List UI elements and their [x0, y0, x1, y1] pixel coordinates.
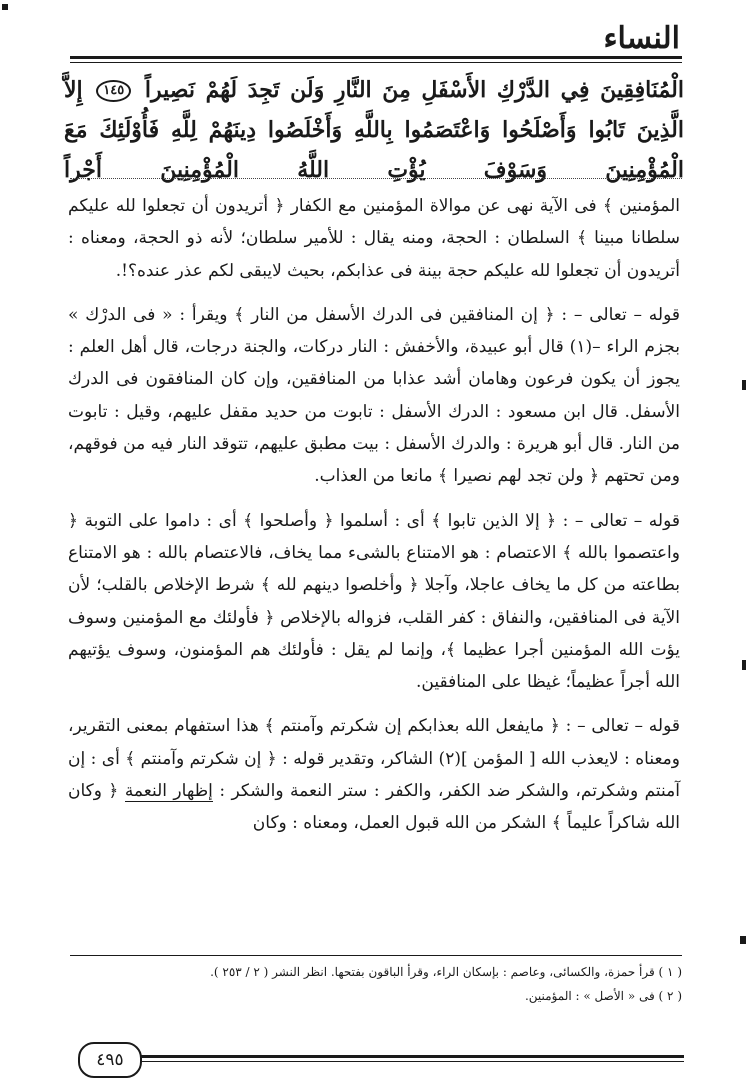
- verse-text-end: إِلاَّ الَّذِينَ تَابُوا وَأَصْلَحُوا وَاعْتَصَمُوا بِاللَّهِ وَأَخْلَصُوا دِينَهُمْ لِلَّهِ فَأُوْلَئِكَ مَعَ الْمُؤْمِنِينَ وَسَوْفَ يُؤْتِ اللَّهُ الْمُؤْمِنِينَ أَجْراً: [64, 77, 684, 183]
- commentary-paragraph-2: قوله – تعالى – : ﴿ إن المنافقين فى الدرك الأسفل من النار ﴾ ويقرأ : « فى الدرْك » بجزم الراء –(١) قال أبو عبيدة، والأخفش : النار دركات، والجنة درجات، قال أهل العلم : يجوز أن يكون فرعون وهامان أشد عذابا من المنافقين، وإن كان المنافقون فى الدرك الأسفل. قال ابن مسعود : الدرك الأسفل : تابوت من حديد مقفل عليهم، وقيل : تابوت من النار. قال أبو هريرة : والدرك الأسفل : بيت مطبق عليهم، تتوقد النار فيه من فوقهم، ومن تحتهم ﴿ ولن تجد لهم نصيرا ﴾ مانعا من العذاب.: [68, 304, 680, 487]
- ayah-number-mark: ١٤٥: [96, 80, 131, 102]
- underlined-phrase: إظهار النعمة: [124, 781, 213, 802]
- footnote-rule: [70, 955, 682, 956]
- commentary-paragraph-3: قوله – تعالى – : ﴿ إلا الذين تابوا ﴾ أى : أسلموا ﴿ وأصلحوا ﴾ أى : داموا على التوبة ﴿ واعتصموا بالله ﴾ الاعتصام : هو الامتناع بالشىء مما يخاف، فالاعتصام بالله : هو الامتناع بطاعته من كل ما يخاف عاجلا، وآجلا ﴿ وأخلصوا دينهم لله ﴾ شرط الإخلاص بالقلب؛ لأن الآية فى المنافقين، والنفاق : كفر القلب، فزواله بالإخلاص ﴿ فأولئك مع المؤمنين وسوف يؤت الله المؤمنين أجرا عظيما ﴾، وإنما لم يقل : فأولئك هم المؤمنون، وسوف يؤتيهم الله أجراً عظيماً؛ غيظا على المنافقين.: [68, 510, 680, 693]
- verse-text-start: الْمُنَافِقِينَ فِي الدَّرْكِ الأَسْفَلِ مِنَ النَّارِ وَلَن تَجِدَ لَهُمْ نَصِيراً: [144, 77, 684, 103]
- footnotes: [70, 960, 682, 1008]
- commentary-paragraph-4-main: قوله – تعالى – : ﴿ مايفعل الله بعذابكم إن شكرتم وآمنتم ﴾ هذا استفهام بمعنى التقرير، ومعناه : لايعذب الله [ المؤمن ](٢) الشاكر، وتقدير قوله : ﴿ إن شكرتم وآمنتم ﴾ أى : إن آمنتم وشكرتم، والشكر ضد الكفر، والكفر : ستر النعمة والشكر :: [68, 716, 680, 802]
- header-rule: [70, 56, 682, 59]
- footer-rule: [138, 1055, 684, 1058]
- commentary-paragraph-1: المؤمنين ﴾ فى الآية نهى عن موالاة المؤمنين مع الكفار ﴿ أتريدون أن تجعلوا لله عليكم سلطانا مبينا ﴾ السلطان : الحجة، ومنه يقال : للأمير سلطان؛ لأنه ذو الحجة، ومعناه : أتريدون أن تجعلوا لله عليكم حجة بينة فى عذابكم، بحيث لايبقى لكم عذر عنده؟!.: [68, 196, 680, 281]
- margin-mark: [742, 660, 746, 670]
- footnote-2: ( ٢ ) فى « الأصل » : المؤمنين.: [524, 989, 682, 1003]
- crop-mark: [2, 4, 8, 10]
- page-number: ٤٩٥: [78, 1042, 142, 1078]
- commentary-paragraph-4-end: ﴿ وكان الله شاكراً عليماً ﴾ الشكر من الله قبول العمل، ومعناه : وكان: [68, 781, 680, 834]
- commentary-paragraph-4: [68, 710, 680, 839]
- quran-verse-block: [64, 70, 684, 190]
- margin-mark: [740, 936, 746, 944]
- tafsir-commentary: [68, 190, 680, 840]
- surah-title: النساء: [603, 21, 680, 56]
- footnote-1: ( ١ ) قرأ حمزة، والكسائى، وعاصم : بإسكان الراء، وقرأ الباقون بفتحها. انظر النشر ( ٢ / ٢٥٣ ).: [210, 965, 682, 979]
- verse-separator: [70, 178, 682, 179]
- margin-mark: [742, 380, 746, 390]
